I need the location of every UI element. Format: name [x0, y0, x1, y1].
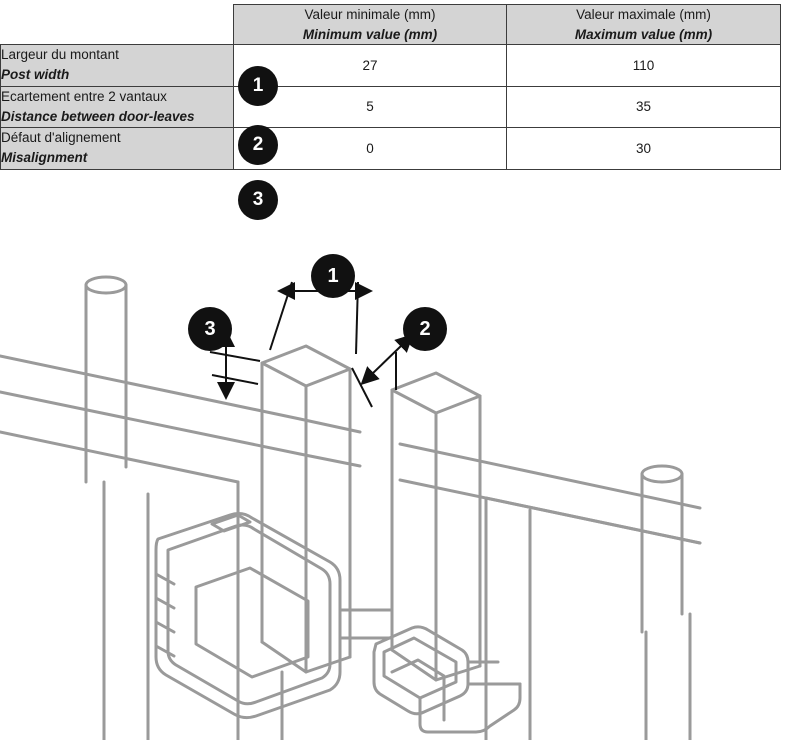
table-header — [1, 5, 781, 45]
table-row — [1, 128, 781, 170]
extension-line-3a — [210, 352, 260, 361]
gate-diagram-svg — [0, 232, 790, 740]
table-body — [1, 45, 781, 170]
extension-line-3b — [212, 375, 258, 384]
row-label-en: Misalignment — [1, 150, 88, 166]
row-label-misalignment — [1, 128, 234, 170]
extension-line-1a — [270, 282, 292, 350]
row-label-post-width — [1, 45, 234, 87]
row-min-value: 5 — [234, 86, 507, 128]
callout-badge-2: 2 — [403, 307, 447, 351]
row-label-en: Post width — [1, 67, 70, 83]
row-label-fr: Ecartement entre 2 vantaux — [1, 88, 167, 104]
callout-badge-1: 1 — [311, 254, 355, 298]
row-max-value: 35 — [507, 86, 781, 128]
table-row — [1, 86, 781, 128]
table-header-row — [1, 5, 781, 45]
row-max-value: 30 — [507, 128, 781, 170]
row-label-fr: Largeur du montant — [1, 47, 119, 63]
table-corner-cell — [1, 5, 234, 45]
badge-2: 2 — [238, 125, 278, 165]
row-min-value: 27 — [234, 45, 507, 87]
dimension-arrow-2 — [372, 345, 402, 374]
column-header-max-fr: Valeur maximale (mm) — [576, 7, 711, 22]
gate-frame-lines — [0, 277, 700, 740]
column-header-min — [234, 5, 507, 45]
row-min-value: 0 — [234, 128, 507, 170]
extension-line-1b — [356, 282, 358, 354]
table-row — [1, 45, 781, 87]
extension-line-2a — [352, 368, 372, 407]
row-max-value: 110 — [507, 45, 781, 87]
specification-table-container — [0, 4, 782, 210]
specification-table — [0, 4, 781, 170]
badge-1: 1 — [238, 66, 278, 106]
column-header-min-en: Minimum value (mm) — [302, 26, 438, 42]
callout-badge-3: 3 — [188, 307, 232, 351]
column-header-min-fr: Valeur minimale (mm) — [304, 7, 436, 22]
row-label-en: Distance between door-leaves — [1, 108, 195, 124]
gate-installation-diagram — [0, 232, 790, 740]
row-label-distance-between-door-leaves — [1, 86, 234, 128]
column-header-max — [507, 5, 781, 45]
column-header-max-en: Maximum value (mm) — [574, 26, 713, 42]
row-label-fr: Défaut d'alignement — [1, 130, 121, 146]
badge-3: 3 — [238, 180, 278, 220]
